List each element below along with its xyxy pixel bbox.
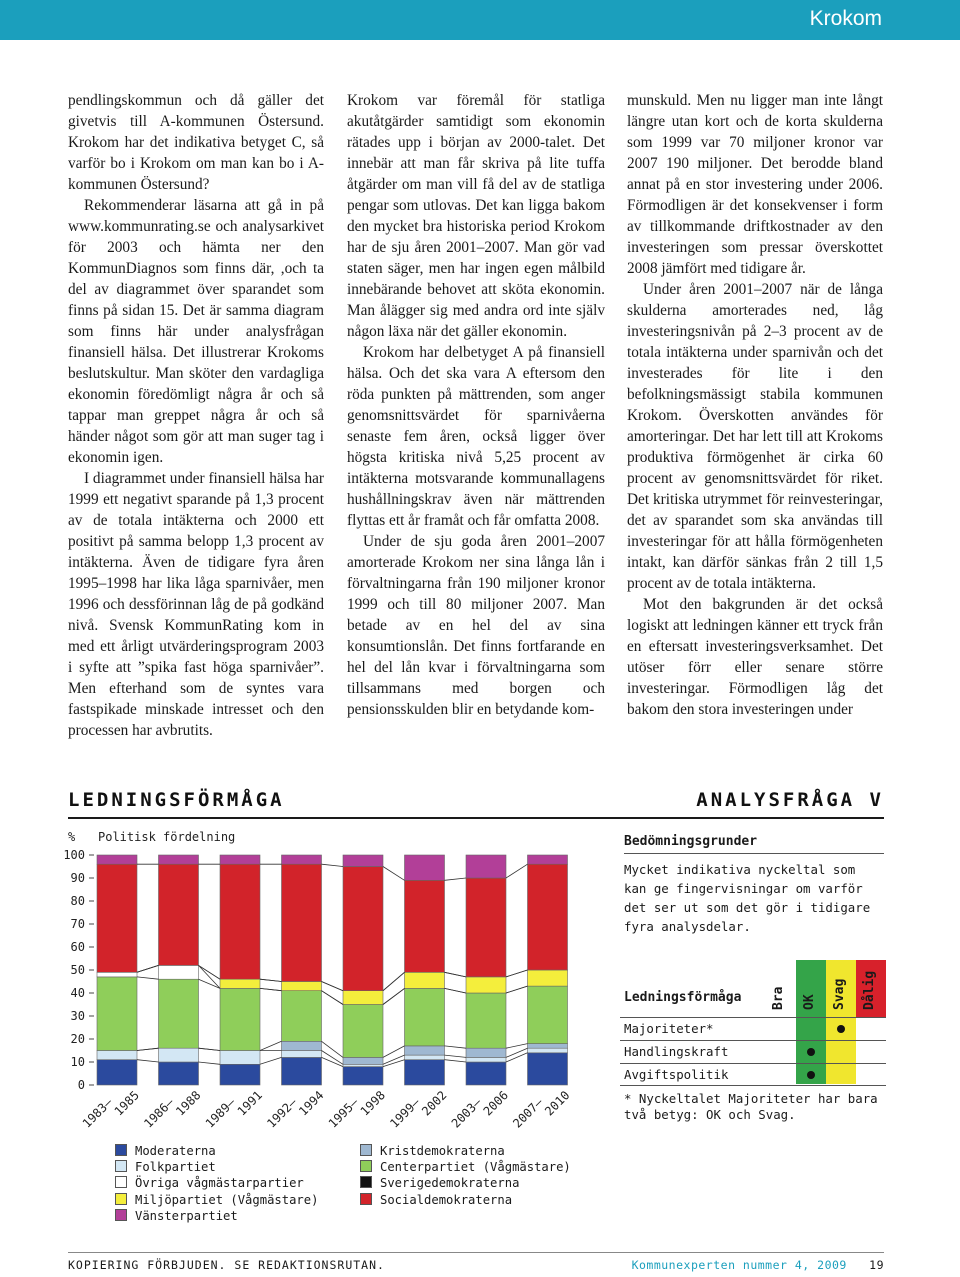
bar-segment: [405, 855, 445, 880]
bar-segment: [97, 977, 137, 1051]
bar-segment: [220, 864, 260, 979]
bar-segment: [220, 979, 260, 988]
bar-segment: [282, 864, 322, 981]
footer-publication: [632, 1258, 884, 1272]
page-number: 19: [869, 1258, 884, 1272]
segment-connector: [199, 1062, 221, 1064]
x-tick-label: 1999–2002: [387, 1088, 450, 1131]
section-heading-analysfraga: ANALYSFRÅGA V: [696, 789, 884, 811]
legend-label: Moderaterna: [135, 1144, 216, 1158]
y-tick-label: 100: [63, 848, 85, 862]
grade-label: Bra: [771, 986, 786, 1010]
grade-label: Svag: [832, 978, 847, 1010]
grade-marker-dot: [807, 1071, 815, 1079]
bar-segment: [405, 1060, 445, 1085]
legend-label: Miljöpartiet (Vågmästare): [135, 1192, 319, 1207]
text-column-1: [68, 90, 324, 741]
bar-segment: [528, 855, 568, 864]
segment-connector: [506, 1053, 528, 1062]
bar-segment: [97, 1060, 137, 1085]
segment-connector: [137, 1060, 159, 1062]
bar-segment: [405, 1055, 445, 1060]
grade-row: [620, 1041, 886, 1063]
segment-connector: [506, 864, 528, 878]
legend-label: Folkpartiet: [135, 1160, 216, 1175]
bar-segment: [282, 1041, 322, 1050]
grade-footnote: * Nyckeltalet Majoriteter har bara två betyg: OK och Svag.: [624, 1091, 878, 1122]
bar-segment: [343, 1057, 383, 1064]
municipality-title: Krokom: [809, 7, 882, 30]
bar-segment: [466, 1062, 506, 1085]
paragraph: pendlingskommun och då gäller det givetvis till A-kommunen Östersund. Krokom har det indikativa betyget C, så varför bo i Krokom om man kan bo i A-kommunen Östersund?: [68, 92, 324, 193]
legend-label: Vänsterpartiet: [135, 1208, 238, 1223]
bar-segment: [343, 1064, 383, 1066]
x-tick-label: 1992–1994: [264, 1088, 327, 1131]
legend-label: Socialdemokraterna: [380, 1192, 513, 1207]
x-tick-label: 1986–1988: [141, 1088, 204, 1131]
bar-segment: [159, 979, 199, 1048]
segment-connector: [322, 982, 344, 991]
bar-segment: [159, 1048, 199, 1062]
paragraph: Under åren 2001–2007 när de långa skulderna amorterades ned, låg investeringsnivån på 2–3 procent av de totala intäkterna under sparnivån och det investerades för lite i den befolkningsmässigt stabila kommunen Krokom. Överskotten användes för amorteringar. Det har lett till att Krokoms produktiva förmögenhet är cirka 60 procent av genomsnittsvärdet för riket. Det kritiska utrymmet för reinvesteringar, det av sparandet som ska användas till investeringar för att hålla förmögenheten intakt, kan därför sänkas från 2 till 1,5 procent av de totala intäkterna.: [627, 281, 883, 592]
bar-segment: [466, 855, 506, 878]
x-tick-label: 1995–1998: [325, 1088, 388, 1131]
bar-segment: [97, 855, 137, 864]
legend-label: Kristdemokraterna: [380, 1144, 505, 1158]
y-tick-label: 80: [70, 894, 85, 908]
legend-label: Sverigedemokraterna: [380, 1176, 520, 1191]
segment-connector: [199, 1048, 221, 1050]
bar-segment: [528, 1048, 568, 1053]
bar-segment: [282, 855, 322, 864]
segment-connector: [137, 1048, 159, 1050]
legend-item: [115, 1192, 318, 1208]
segment-connector: [137, 977, 159, 979]
segment-connector: [383, 867, 405, 881]
text-column-3: [627, 90, 883, 720]
bar-segment: [405, 880, 445, 972]
bar-segment: [466, 878, 506, 977]
bar-segment: [220, 1051, 260, 1065]
chart-legend-right: [360, 1143, 571, 1208]
segment-connector: [445, 1060, 467, 1062]
paragraph: munskuld. Men nu ligger man inte långt längre utan kort och de korta skulderna som 1999 var 70 miljoner kronor var 2007 190 miljoner. Det berodde bland annat på en stor investering under 2006. Förmodligen är det konsekvenser i form av tillkommande driftkostnader av den investeringen som pressar överskottet 2008 jämfört med tidigare år.: [627, 92, 883, 277]
legend-item: [360, 1143, 571, 1159]
bar-segment: [528, 1053, 568, 1085]
grade-label: Dålig: [862, 970, 877, 1010]
bar-segment: [97, 972, 137, 977]
legend-swatch: [360, 1176, 372, 1188]
legend-item: [115, 1175, 318, 1191]
segment-connector: [445, 878, 467, 880]
legend-swatch: [360, 1193, 372, 1205]
segment-connector: [260, 979, 282, 981]
chart-legend-left: [115, 1143, 318, 1224]
y-tick-label: 70: [70, 917, 85, 931]
segment-connector: [322, 1041, 344, 1057]
y-axis-label: %: [68, 830, 76, 844]
grade-row-label: Avgiftspolitik: [624, 1067, 729, 1082]
assessment-description: Mycket indikativa nyckeltal som kan ge fingervisningar om varför det ser ut som det gör i tidigare fyra analysdelar.: [624, 862, 871, 934]
grade-row: [620, 1018, 886, 1040]
divider: [620, 1085, 886, 1086]
chart-title: Politisk fördelning: [98, 830, 236, 844]
section-heading-ledningsformaga: LEDNINGSFÖRMÅGA: [68, 789, 285, 811]
segment-connector: [383, 988, 405, 1004]
grade-marker-dot: [837, 1025, 845, 1033]
segment-connector: [506, 986, 528, 993]
bar-segment: [343, 855, 383, 867]
grade-column-bra: [765, 960, 795, 1018]
legend-item: [115, 1208, 318, 1224]
segment-connector: [445, 988, 467, 993]
paragraph: Under de sju goda åren 2001–2007 amorterade Krokom ner sina långa lån i förvaltningarna från 190 miljoner kronor 1999 och till 80 miljoner 2007. Man betade av en hel del av sina konsumtionslån. Det finns fortfarande en hel del lån kvar i förvaltningarna som tillsammans med borgen och pensionsskulden blir en betydande kom-: [347, 533, 605, 718]
assessment-title: Bedömningsgrunder: [624, 834, 758, 849]
legend-swatch: [115, 1209, 127, 1221]
paragraph: Mot den bakgrunden är det också logiskt att ledningen känner ett tryck från en eftersatt investeringsverksamhet. Det utöser förr eller senare större investeringar. Förmodligen låg det bakom den stora investeringen under: [627, 596, 883, 718]
paragraph: Krokom var föremål för statliga akutåtgärder samtidigt som ekonomin rätades upp i början av 2000-talet. Det innebär att man får skriva på lite tuffa åtgärder om man vill få del av de statliga pengar som utlovas. Det kan ligga bakom den mycket bra historiska period Krokom har de sju åren 2001–2007. Man gör vad staten säger, men har ingen egen målbild innebärande behovet att sköta ekonomin. Man ålägger sig med andra ord inte själv någon läxa när det gäller ekonomin.: [347, 92, 605, 340]
legend-swatch: [360, 1160, 372, 1172]
segment-connector: [445, 1046, 467, 1048]
bar-segment: [528, 1044, 568, 1049]
footer-copyright: KOPIERING FÖRBJUDEN. SE REDAKTIONSRUTAN.: [68, 1258, 385, 1272]
text-column-2: [347, 90, 605, 720]
segment-connector: [506, 970, 528, 977]
paragraph: I diagrammet under finansiell hälsa har 1999 ett negativt sparande på 1,3 procent av de totala intäkterna och 2000 ett positivt på samma belopp 1,3 procent av intäkterna. Även de tidigare fyra åren 1995–1998 har lika låga sparnivåer, men 1996 och dessförinnan låg de på godkänd nivå. Svensk KommunRating kom in med ett årligt utvärderingsprogram 2003 i syfte att ”spika fast höga sparnivåer”. Men efterhand som de syntes vara fastspikade minskade intresset och den processen har avbrutits.: [68, 470, 324, 739]
legend-swatch: [115, 1193, 127, 1205]
grade-table-title: Ledningsförmåga: [624, 990, 742, 1005]
bar-segment: [97, 1051, 137, 1060]
segment-connector: [445, 972, 467, 977]
segment-connector: [445, 1055, 467, 1057]
legend-swatch: [115, 1144, 127, 1156]
bar-segment: [220, 855, 260, 864]
legend-item: [115, 1159, 318, 1175]
segment-connector: [137, 965, 159, 972]
legend-swatch: [115, 1160, 127, 1172]
bar-segment: [159, 855, 199, 864]
x-tick-label: 2003–2006: [448, 1088, 511, 1131]
bar-segment: [282, 991, 322, 1042]
paragraph: Krokom har delbetyget A på finansiell hälsa. Och det ska vara A eftersom den röda punkten på mättrenden, som anger genomsnittsvärdet för sparnivåerna senaste fem åren, också ligger över högsta kritiska nivå 5,25 procent av intäkterna motsvarande kommunallagens hushållningskrav även när mättrenden flyttas ett år framåt och får omfatta 2008.: [347, 344, 605, 529]
section-rule: [68, 817, 884, 819]
political-distribution-chart: [56, 825, 601, 1140]
segment-connector: [383, 972, 405, 990]
bar-segment: [466, 1048, 506, 1057]
bar-segment: [159, 864, 199, 965]
bar-segment: [159, 965, 199, 979]
bar-segment: [282, 982, 322, 991]
grade-row-label: Handlingskraft: [624, 1044, 729, 1059]
x-tick-label: 1983–1985: [79, 1088, 142, 1131]
segment-connector: [260, 1057, 282, 1064]
bar-segment: [528, 970, 568, 986]
bar-segment: [528, 864, 568, 970]
segment-connector: [260, 988, 282, 990]
grade-marker-dot: [807, 1048, 815, 1056]
bar-segment: [343, 991, 383, 1005]
header-bar: [0, 0, 960, 40]
legend-swatch: [115, 1176, 127, 1188]
segment-connector: [506, 1044, 528, 1049]
y-tick-label: 50: [70, 963, 85, 977]
legend-item: [360, 1175, 571, 1191]
y-tick-label: 40: [70, 986, 85, 1000]
y-tick-label: 60: [70, 940, 85, 954]
bar-segment: [97, 864, 137, 972]
legend-label: Centerpartiet (Vågmästare): [380, 1160, 571, 1175]
bar-segment: [282, 1051, 322, 1058]
legend-item: [360, 1159, 571, 1175]
y-tick-label: 10: [70, 1055, 85, 1069]
legend-item: [115, 1143, 318, 1159]
bar-segment: [405, 1046, 445, 1055]
bar-segment: [405, 972, 445, 988]
magazine-issue: Kommunexperten nummer 4, 2009: [631, 1258, 847, 1272]
bar-segment: [405, 988, 445, 1046]
bar-segment: [466, 993, 506, 1048]
legend-item: [360, 1192, 571, 1208]
segment-connector: [322, 991, 344, 1005]
grade-label: OK: [802, 994, 817, 1010]
paragraph: Rekommenderar läsarna att gå in på www.kommunrating.se och analysarkivet för 2003 och hämta ner den KommunDiagnos som finns där, ,och ta del av diagrammet över sparandet som finns på sidan 15. Det är samma diagram som finns här under analysfrågan finansiell hälsa. Det illustrerar Krokoms beslutskultur. Man sköter den vardagliga ekonomin föredömligt några år och så tappar man greppet några år och så händer något som gör att man suger tag i ekonomin igen.: [68, 197, 324, 466]
grade-row: [620, 1064, 886, 1086]
y-tick-label: 90: [70, 871, 85, 885]
segment-connector: [322, 864, 344, 866]
y-tick-label: 0: [77, 1078, 85, 1092]
bar-segment: [466, 977, 506, 993]
segment-connector: [260, 1041, 282, 1050]
bar-segment: [528, 986, 568, 1044]
bar-segment: [343, 1067, 383, 1085]
segment-connector: [199, 979, 221, 988]
bar-segment: [220, 1064, 260, 1085]
y-tick-label: 20: [70, 1032, 85, 1046]
grade-column-dalig: [856, 960, 886, 1018]
bar-segment: [343, 1005, 383, 1058]
footer-rule: [68, 1252, 884, 1253]
y-tick-label: 30: [70, 1009, 85, 1023]
bar-segment: [159, 1062, 199, 1085]
x-tick-label: 2007–2010: [510, 1088, 573, 1131]
bar-segment: [343, 867, 383, 991]
divider: [624, 853, 884, 854]
legend-label: Övriga vågmästarpartier: [135, 1176, 304, 1191]
bar-segment: [220, 988, 260, 1050]
legend-swatch: [360, 1144, 372, 1156]
x-tick-label: 1989–1991: [202, 1088, 265, 1131]
segment-connector: [506, 1048, 528, 1057]
bar-segment: [282, 1057, 322, 1085]
bar-segment: [466, 1057, 506, 1062]
grade-row-label: Majoriteter*: [624, 1021, 714, 1036]
segment-connector: [383, 1046, 405, 1058]
